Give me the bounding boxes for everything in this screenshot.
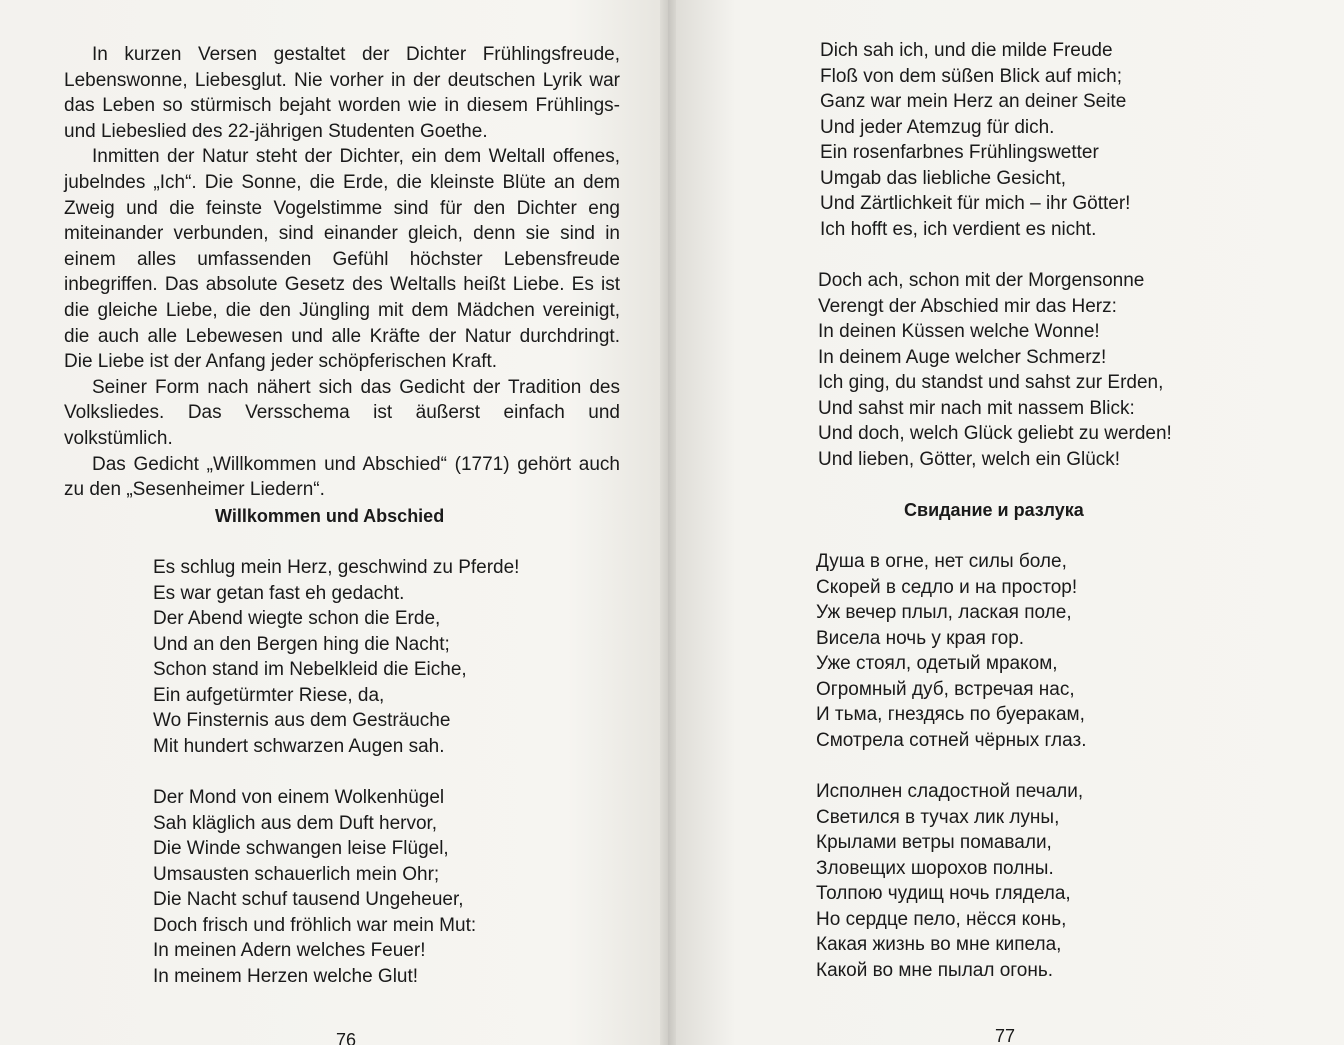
verse-line: Und Zärtlichkeit für mich – ihr Götter! xyxy=(820,193,1131,214)
verse-line: Огромный дуб, встречая нас, xyxy=(816,678,1075,700)
verse-line: Исполнен сладостной печали, xyxy=(816,781,1084,802)
verse-line: Толпою чудищ ночь глядела, xyxy=(816,883,1071,904)
book-gutter xyxy=(660,0,676,1045)
verse-line: Umgab das liebliche Gesicht, xyxy=(820,167,1067,189)
verse-line: И тьма, гнездясь по буеракам, xyxy=(816,704,1085,725)
verse-line: Doch ach, schon mit der Morgensonne xyxy=(818,270,1145,291)
paragraph: Inmitten der Natur steht der Dichter, ein dem Weltall offenes, jubelndes „Ich“. Die Sonne, die Erde, die kleinste Blüte an dem Zweig und die feinste Vogelstimme sind für den Dichter eng miteinander verbunden, sind einander gleich, denn sie sind in einem alles umfassenden Gefühl höchster Lebensfreude inbegriffen. Das absolute Gesetz des Weltalls heißt Liebe. Es ist die gleiche Liebe, die den Jüngling mit dem Mädchen vereinigt, die auch alle Lebewesen und alle Kräfte der Natur durchdringt. Die Liebe ist der Anfang jeder schöpferischen Kraft. xyxy=(64,146,620,373)
verse-line: Schon stand im Nebelkleid die Eiche, xyxy=(153,659,467,680)
verse-line: Ich hofft es, ich verdient es nicht. xyxy=(820,218,1097,240)
page-number: 76 xyxy=(336,1030,357,1045)
verse-line: Но сердце пело, нёсся конь, xyxy=(816,908,1067,930)
verse-line: Dich sah ich, und die milde Freude xyxy=(820,40,1113,61)
verse-line: Es war getan fast eh gedacht. xyxy=(153,582,405,604)
verse-line: Und doch, welch Glück geliebt zu werden! xyxy=(818,423,1172,444)
verse-line: Уж вечер плыл, лаская поле, xyxy=(816,602,1072,623)
verse-line: Ein aufgetürmter Riese, da, xyxy=(153,684,385,706)
verse-line: Die Winde schwangen leise Flügel, xyxy=(153,838,449,859)
page-number: 77 xyxy=(995,1026,1016,1045)
paragraph: Seiner Form nach nähert sich das Gedicht der Tradition des Volksliedes. Das Versschema ist äußerst einfach und volkstümlich. xyxy=(64,376,620,449)
verse-line: Die Nacht schuf tausend Ungeheuer, xyxy=(153,889,464,910)
verse-line: Doch frisch und fröhlich war mein Mut: xyxy=(153,914,477,936)
verse-line: Verengt der Abschied mir das Herz: xyxy=(818,295,1117,317)
verse-line: Смотрела сотней чёрных глаз. xyxy=(816,729,1087,751)
verse-line: Sah kläglich aus dem Duft hervor, xyxy=(153,812,438,834)
verse-line: Es schlug mein Herz, geschwind zu Pferde! xyxy=(153,557,520,578)
stanza-3 xyxy=(820,38,1130,242)
verse-line: Und jeder Atemzug für dich. xyxy=(820,116,1055,138)
poem-title: Willkommen und Abschied xyxy=(215,506,445,526)
left-page xyxy=(0,0,668,1045)
paragraph: Das Gedicht „Willkommen und Abschied“ (1771) gehört auch zu den „Sesenheimer Liedern“. xyxy=(64,453,620,501)
verse-line: In meinem Herzen welche Glut! xyxy=(153,965,419,987)
verse-line: Крылами ветры помавали, xyxy=(816,832,1052,853)
verse-line: Mit hundert schwarzen Augen sah. xyxy=(153,735,445,757)
verse-line: In deinen Küssen welche Wonne! xyxy=(818,321,1100,342)
verse-line: Ich ging, du standst und sahst zur Erden, xyxy=(818,372,1164,393)
verse-line: Зловещих шорохов полны. xyxy=(816,857,1054,879)
verse-line: Светился в тучах лик луны, xyxy=(816,806,1060,828)
verse-line: Уже стоял, одетый мраком, xyxy=(816,653,1058,674)
verse-line: Und sahst mir nach mit nassem Blick: xyxy=(818,397,1135,419)
verse-line: Какая жизнь во мне кипела, xyxy=(816,934,1062,955)
verse-line: Скорей в седло и на простор! xyxy=(816,576,1078,598)
stanza-russian-1 xyxy=(816,549,1087,753)
verse-line: Umsausten schauerlich mein Ohr; xyxy=(153,863,440,885)
verse-line: Ganz war mein Herz an deiner Seite xyxy=(820,91,1127,112)
verse-line: Und an den Bergen hing die Nacht; xyxy=(153,633,450,655)
verse-line: Какой во мне пылал огонь. xyxy=(816,959,1054,981)
commentary-text xyxy=(64,42,620,503)
stanza-1 xyxy=(153,555,519,759)
paragraph: In kurzen Versen gestaltet der Dichter Frühlingsfreude, Lebenswonne, Liebesglut. Nie vorher in der deutschen Lyrik war das Leben so stürmisch bejaht worden wie in diesem Frühlings- und Liebeslied des 22-jährigen Studenten Goethe. xyxy=(64,44,620,142)
verse-line: Der Abend wiegte schon die Erde, xyxy=(153,608,441,629)
stanza-2 xyxy=(153,785,476,989)
verse-line: Floß von dem süßen Blick auf mich; xyxy=(820,65,1122,87)
stanza-4 xyxy=(818,268,1172,472)
verse-line: Душа в огне, нет силы боле, xyxy=(816,551,1067,572)
verse-line: Und lieben, Götter, welch ein Glück! xyxy=(818,448,1121,470)
verse-line: Висела ночь у края гор. xyxy=(816,627,1025,649)
verse-line: In deinem Auge welcher Schmerz! xyxy=(818,346,1107,368)
verse-line: Der Mond von einem Wolkenhügel xyxy=(153,787,445,808)
stanza-russian-2 xyxy=(816,779,1083,983)
verse-line: In meinen Adern welches Feuer! xyxy=(153,940,426,961)
verse-line: Ein rosenfarbnes Frühlingswetter xyxy=(820,142,1099,163)
verse-line: Wo Finsternis aus dem Gesträuche xyxy=(153,710,451,731)
poem-title-russian: Свидание и разлука xyxy=(904,500,1084,520)
right-page xyxy=(668,0,1344,1045)
